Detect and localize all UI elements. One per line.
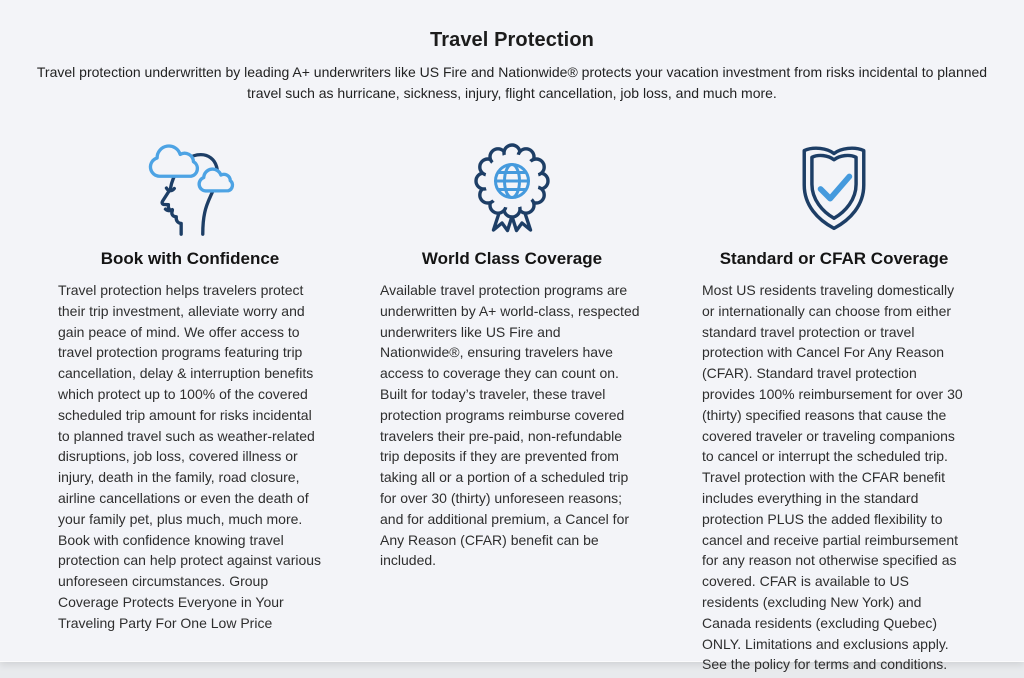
page-subtitle: Travel protection underwritten by leading A+ underwriters like US Fire and Nationwide® protects your vacation investment from risks incidental to planned travel such as hurricane, sickness, injury, flight cancellation, job loss, and much more.: [36, 64, 988, 101]
page-title: Travel Protection: [430, 29, 594, 51]
column-heading: Standard or CFAR Coverage: [719, 249, 949, 268]
feature-columns: [58, 138, 966, 675]
column-world-class-coverage: [380, 138, 644, 675]
badge-globe-icon: [380, 138, 644, 240]
column-heading: Book with Confidence: [100, 249, 280, 268]
column-body: Available travel protection programs are underwritten by A+ world-class, respected underwriters like US Fire and Nationwide®, ensuring travelers have access to coverage they can count on. Built for today’s traveler, these travel protection programs reimburse covered travelers their pre-paid, non-refundable trip deposits if they are prevented from taking all or a portion of a scheduled trip for over 30 (thirty) unforeseen reasons; and for additional premium, a Cancel for Any Reason (CFAR) benefit can be included.: [380, 282, 640, 569]
shield-check-icon: [702, 138, 966, 240]
column-body: Travel protection helps travelers protect their trip investment, alleviate worry and gain peace of mind. We offer access to travel protection programs featuring trip cancellation, delay & interruption benefits which protect up to 100% of the covered scheduled trip amount for risks incidental to planned travel such as weather-related disruptions, job loss, covered illness or injury, death in the family, road closure, airline cancellations or even the death of your family pet, plus much, much more. Book with confidence knowing travel protection can help protect against various unforeseen circumstances. Group Coverage Protects Everyone in Your Traveling Party For One Low Price: [58, 282, 322, 631]
column-standard-or-cfar: [702, 138, 966, 675]
column-heading: World Class Coverage: [421, 249, 603, 268]
head-clouds-icon: [58, 138, 322, 240]
column-book-with-confidence: [58, 138, 322, 675]
column-body: Most US residents traveling domestically or internationally can choose from either standard travel protection or travel protection with Cancel For Any Reason (CFAR). Standard travel protection provides 100% reimbursement for over 30 (thirty) specified reasons that cause the covered traveler or traveling companions to cancel or interrupt the scheduled trip. Travel protection with the CFAR benefit includes everything in the standard protection PLUS the added flexibility to cancel and receive partial reimbursement for any reason not otherwise specified as covered. CFAR is available to US residents (excluding New York) and Canada residents (excluding Quebec) ONLY. Limitations and exclusions apply. See the policy for terms and conditions.: [702, 282, 963, 673]
